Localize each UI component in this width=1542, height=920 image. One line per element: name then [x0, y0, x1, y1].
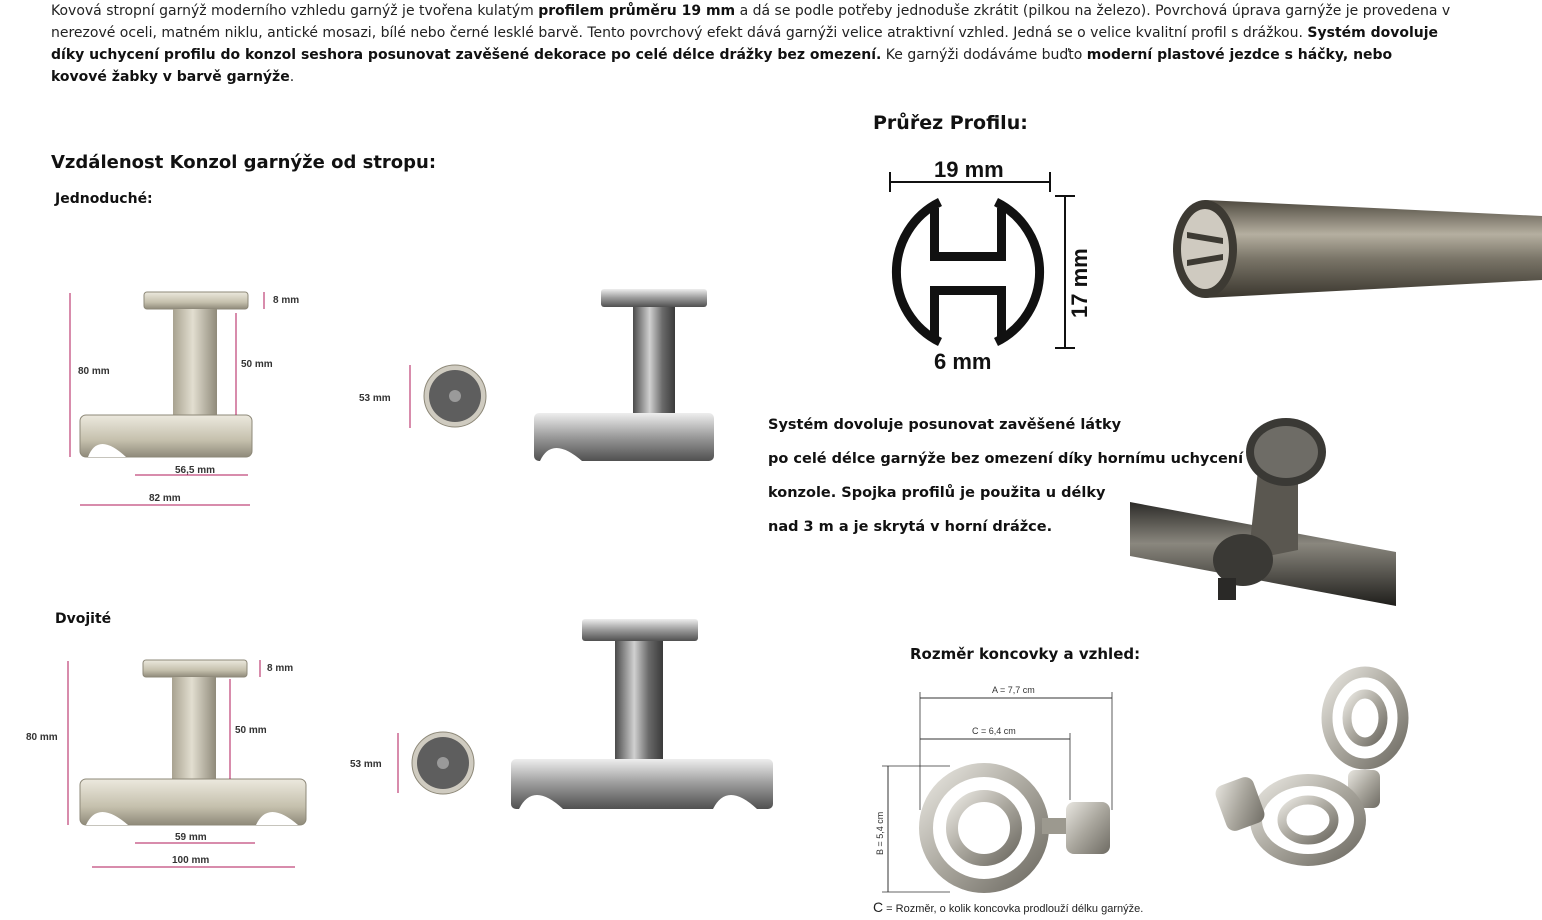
finial-note [873, 899, 1143, 915]
stem [173, 309, 217, 421]
intro-text-2: a dá se podle potřeby jednoduše zkrátit (pilkou na železo). Povrchová úprava garnýže je provedena v nerezové oceli, matném niklu, antické mosazi, bílé nebo černé lesklé barvě. Tento povrchový efekt dává garnýži velice atraktivní vzhled. Jedná se o velice kvalitní profil s drážkou. [51, 3, 1451, 41]
rod-with-bracket-photo [1128, 410, 1398, 610]
single-heading: Jednoduché: [55, 191, 153, 207]
intro-bold-3: moderní plastové jezdce s háčky, nebo kovové žabky v barvě garnýže [51, 47, 1393, 85]
intro-paragraph [51, 0, 1451, 88]
finial-note-letter: C [873, 899, 884, 915]
finial-note-text: = Rozměr, o kolik koncovka prodlouží délku garnýže. [883, 903, 1144, 915]
double-top-label: 8 mm [267, 663, 294, 674]
profile-width-label: 19 mm [934, 157, 1004, 182]
finial-b-label: B = 5,4 cm [875, 811, 885, 855]
intro-text-1: Kovová stropní garnýž moderního vzhledu garnýž je tvořena kulatým [51, 3, 539, 19]
single-height-label: 80 mm [78, 366, 110, 377]
system-description-line-1: Systém dovoluje posunovat zavěšené látky [768, 417, 1122, 433]
system-description-line-4: nad 3 m a je skrytá v horní drážce. [768, 519, 1053, 535]
single-bracket-photo [530, 285, 720, 470]
double-height-label: 80 mm [26, 732, 58, 743]
intro-bold-2: Systém dovoluje díky uchycení profilu do konzol seshora posunovat zavěšené dekorace po celé délce drážky bez omezení. [51, 25, 1439, 63]
single-stem-label: 50 mm [241, 359, 273, 370]
profile-rod-photo [1165, 180, 1542, 315]
profile-slot-label: 6 mm [934, 349, 992, 374]
finial-dimension-drawing [870, 680, 1160, 920]
double-stem-label: 50 mm [235, 725, 267, 736]
system-description-line-2: po celé délce garnýže bez omezení díky hornímu uchycení [768, 451, 1244, 467]
finial-a-label: A = 7,7 cm [992, 685, 1035, 695]
profile-height-label: 17 mm [1067, 248, 1092, 318]
intro-bold-1: profilem průměru 19 mm [538, 3, 736, 19]
profile-heading: Průřez Profilu: [873, 112, 1028, 134]
single-outer-label: 82 mm [149, 493, 181, 504]
single-cap-drawing [355, 360, 490, 435]
distance-heading: Vzdálenost Konzol garnýže od stropu: [51, 152, 437, 173]
intro-text-4: . [289, 69, 295, 85]
double-bracket-photo [505, 615, 780, 815]
double-bracket-dimension-drawing [20, 655, 480, 880]
single-cap-label: 53 mm [359, 393, 391, 404]
system-description-line-3: konzole. Spojka profilů je použita u délky [768, 485, 1106, 501]
ceiling-plate [144, 292, 248, 309]
finial-c-label: C = 6,4 cm [972, 726, 1016, 736]
double-heading: Dvojité [55, 611, 112, 627]
profile-cross-section [870, 150, 1100, 375]
finial-heading: Rozměr koncovky a vzhled: [910, 645, 1141, 663]
double-cap-label: 53 mm [350, 759, 382, 770]
single-inner-label: 56,5 mm [175, 465, 216, 476]
finial-photo [1210, 660, 1420, 870]
single-bracket-dimension-drawing [60, 285, 315, 530]
intro-text-3: Ke garnýži dodáváme buďto [881, 47, 1087, 63]
single-top-label: 8 mm [273, 295, 300, 306]
double-inner-label: 59 mm [175, 832, 207, 843]
double-outer-label: 100 mm [172, 855, 210, 866]
